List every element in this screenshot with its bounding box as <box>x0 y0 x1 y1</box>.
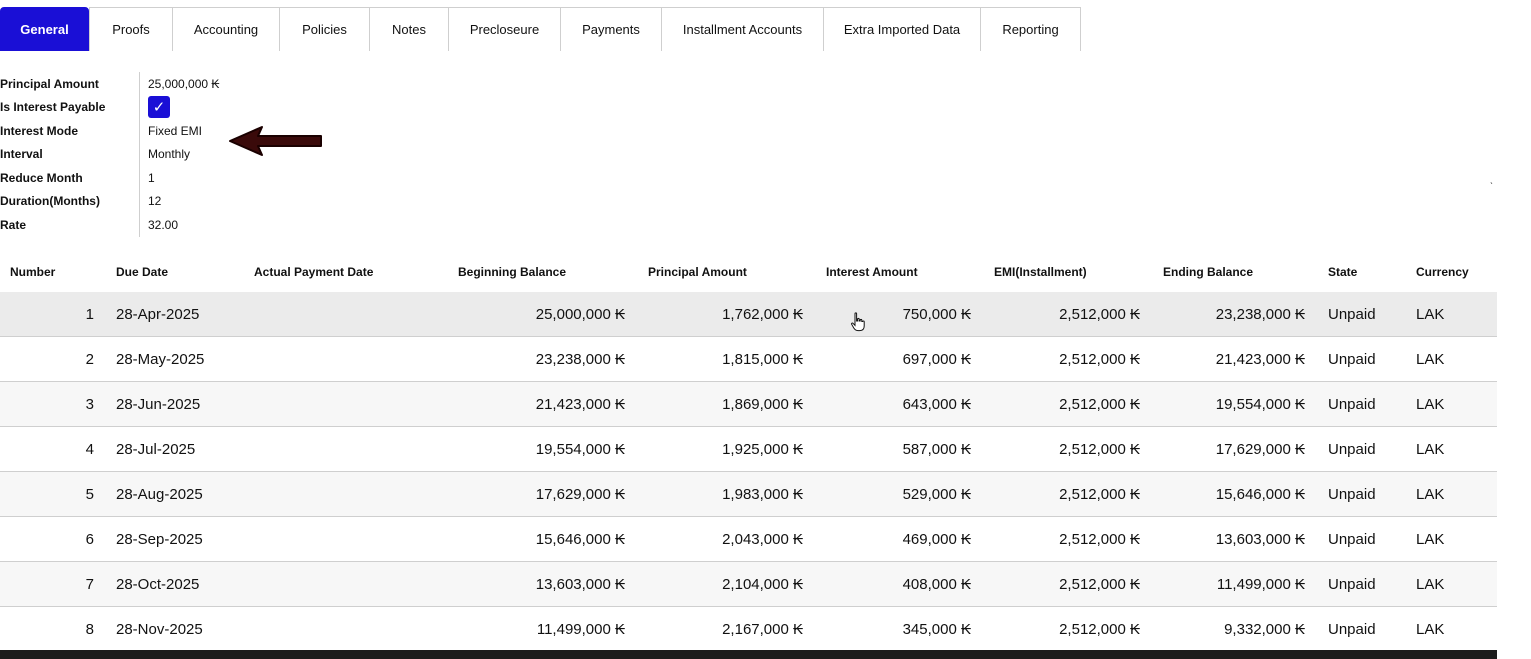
cell-ending-balance: 23,238,000 ₭ <box>1215 305 1305 323</box>
is-interest-payable-field <box>0 96 400 120</box>
tab-extra-imported-data[interactable]: Extra Imported Data <box>823 7 981 51</box>
table-row[interactable] <box>0 427 1497 472</box>
tab-payments[interactable]: Payments <box>560 7 662 51</box>
cell-number: 2 <box>85 350 94 368</box>
cell-ending-balance: 15,646,000 ₭ <box>1215 485 1305 503</box>
cell-emi: 2,512,000 ₭ <box>1059 575 1140 593</box>
interest-mode-label: Interest Mode <box>0 119 140 143</box>
reduce-month-field <box>0 166 400 190</box>
cell-principal-amount: 1,925,000 ₭ <box>722 440 803 458</box>
header-number[interactable]: Number <box>10 265 56 279</box>
cell-state: Unpaid <box>1328 395 1376 413</box>
principal-amount-label: Principal Amount <box>0 72 140 96</box>
cell-principal-amount: 1,762,000 ₭ <box>722 305 803 323</box>
edge-mark: ˎ <box>1490 174 1494 185</box>
cell-state: Unpaid <box>1328 575 1376 593</box>
is-interest-payable-checkbox[interactable] <box>148 96 170 118</box>
duration-label: Duration(Months) <box>0 190 140 214</box>
cell-due-date: 28-Aug-2025 <box>116 485 203 503</box>
cell-currency: LAK <box>1416 350 1445 368</box>
cell-ending-balance: 13,603,000 ₭ <box>1215 530 1305 548</box>
loan-info-section <box>0 72 400 237</box>
cell-beginning-balance: 11,499,000 ₭ <box>536 620 625 638</box>
cell-ending-balance: 21,423,000 ₭ <box>1215 350 1305 368</box>
cell-actual-payment-date <box>250 562 454 606</box>
cell-beginning-balance: 19,554,000 ₭ <box>535 440 625 458</box>
interval-field <box>0 143 400 167</box>
cell-principal-amount: 1,815,000 ₭ <box>722 350 803 368</box>
header-emi[interactable]: EMI(Installment) <box>994 265 1087 279</box>
cell-number: 6 <box>85 530 94 548</box>
table-row[interactable] <box>0 562 1497 607</box>
cell-currency: LAK <box>1416 575 1445 593</box>
cell-beginning-balance: 25,000,000 ₭ <box>535 305 625 323</box>
cell-emi: 2,512,000 ₭ <box>1059 305 1140 323</box>
cell-state: Unpaid <box>1328 530 1376 548</box>
cell-interest-amount: 529,000 ₭ <box>902 485 971 503</box>
principal-amount-field <box>0 72 400 96</box>
check-icon: ✓ <box>152 98 166 116</box>
cell-principal-amount: 2,104,000 ₭ <box>722 575 803 593</box>
cell-interest-amount: 408,000 ₭ <box>902 575 971 593</box>
duration-value: 12 <box>148 194 162 209</box>
table-row[interactable] <box>0 607 1497 652</box>
cell-due-date: 28-Apr-2025 <box>116 305 200 323</box>
cell-beginning-balance: 15,646,000 ₭ <box>535 530 625 548</box>
cell-actual-payment-date <box>250 337 454 381</box>
tab-accounting[interactable]: Accounting <box>172 7 280 51</box>
installment-table <box>0 252 1497 652</box>
reduce-month-label: Reduce Month <box>0 166 140 190</box>
cell-number: 3 <box>85 395 94 413</box>
cell-beginning-balance: 23,238,000 ₭ <box>535 350 625 368</box>
table-header <box>0 252 1497 292</box>
cell-number: 5 <box>85 485 94 503</box>
interest-mode-field <box>0 119 400 143</box>
cell-interest-amount: 697,000 ₭ <box>902 350 971 368</box>
reduce-month-value: 1 <box>148 170 155 185</box>
header-actual-payment-date[interactable]: Actual Payment Date <box>254 265 374 279</box>
cell-ending-balance: 9,332,000 ₭ <box>1224 620 1305 638</box>
cell-currency: LAK <box>1416 530 1445 548</box>
cell-number: 4 <box>85 440 94 458</box>
cell-state: Unpaid <box>1328 620 1376 638</box>
cell-actual-payment-date <box>250 472 454 516</box>
cell-state: Unpaid <box>1328 350 1376 368</box>
tab-precloseure[interactable]: Precloseure <box>448 7 561 51</box>
cell-actual-payment-date <box>250 292 454 336</box>
cell-actual-payment-date <box>250 382 454 426</box>
table-row[interactable] <box>0 472 1497 517</box>
cell-currency: LAK <box>1416 305 1445 323</box>
tab-installment-accounts[interactable]: Installment Accounts <box>661 7 824 51</box>
cell-number: 1 <box>85 305 94 323</box>
cell-state: Unpaid <box>1328 305 1376 323</box>
tab-policies[interactable]: Policies <box>279 7 370 51</box>
tab-notes[interactable]: Notes <box>369 7 449 51</box>
is-interest-payable-value <box>140 96 170 118</box>
cell-interest-amount: 469,000 ₭ <box>902 530 971 548</box>
header-ending-balance[interactable]: Ending Balance <box>1163 265 1254 279</box>
cell-emi: 2,512,000 ₭ <box>1059 620 1140 638</box>
cell-currency: LAK <box>1416 395 1445 413</box>
cell-beginning-balance: 13,603,000 ₭ <box>535 575 625 593</box>
interest-mode-value: Fixed EMI <box>148 123 203 138</box>
cell-due-date: 28-Nov-2025 <box>116 620 203 638</box>
table-row[interactable] <box>0 337 1497 382</box>
cell-ending-balance: 19,554,000 ₭ <box>1215 395 1305 413</box>
cell-state: Unpaid <box>1328 440 1376 458</box>
rate-value: 32.00 <box>148 217 179 232</box>
cell-emi: 2,512,000 ₭ <box>1059 395 1140 413</box>
cell-due-date: 28-Jun-2025 <box>116 395 201 413</box>
cell-interest-amount: 643,000 ₭ <box>902 395 971 413</box>
table-row[interactable] <box>0 292 1497 337</box>
tab-bar <box>0 7 1080 51</box>
cell-due-date: 28-Jul-2025 <box>116 440 196 458</box>
cell-interest-amount: 345,000 ₭ <box>902 620 971 638</box>
cell-currency: LAK <box>1416 485 1445 503</box>
annotation-arrow-icon <box>228 124 324 158</box>
cell-principal-amount: 2,043,000 ₭ <box>722 530 803 548</box>
header-interest-amount[interactable]: Interest Amount <box>826 265 918 279</box>
cell-interest-amount: 750,000 ₭ <box>902 305 971 323</box>
cell-number: 7 <box>85 575 94 593</box>
cell-beginning-balance: 17,629,000 ₭ <box>535 485 625 503</box>
cell-number: 8 <box>85 620 94 638</box>
cell-ending-balance: 17,629,000 ₭ <box>1215 440 1305 458</box>
cell-emi: 2,512,000 ₭ <box>1059 485 1140 503</box>
cell-principal-amount: 2,167,000 ₭ <box>722 620 803 638</box>
header-principal-amount[interactable]: Principal Amount <box>648 265 747 279</box>
is-interest-payable-label: Is Interest Payable <box>0 96 140 120</box>
cell-emi: 2,512,000 ₭ <box>1059 440 1140 458</box>
cell-due-date: 28-May-2025 <box>116 350 205 368</box>
cell-ending-balance: 11,499,000 ₭ <box>1216 575 1305 593</box>
cell-actual-payment-date <box>250 427 454 471</box>
tab-proofs[interactable]: Proofs <box>89 7 173 51</box>
cell-emi: 2,512,000 ₭ <box>1059 350 1140 368</box>
cell-currency: LAK <box>1416 620 1445 638</box>
header-beginning-balance[interactable]: Beginning Balance <box>458 265 567 279</box>
rate-field <box>0 213 400 237</box>
interval-label: Interval <box>0 143 140 167</box>
cell-beginning-balance: 21,423,000 ₭ <box>535 395 625 413</box>
cell-state: Unpaid <box>1328 485 1376 503</box>
cell-due-date: 28-Oct-2025 <box>116 575 200 593</box>
cell-principal-amount: 1,983,000 ₭ <box>722 485 803 503</box>
cell-currency: LAK <box>1416 440 1445 458</box>
hand-cursor-icon <box>850 312 866 332</box>
header-state[interactable]: State <box>1328 265 1358 279</box>
rate-label: Rate <box>0 213 140 237</box>
tab-reporting[interactable]: Reporting <box>980 7 1081 51</box>
bottom-bar <box>0 650 1497 659</box>
tab-general[interactable]: General <box>0 7 89 51</box>
interval-value: Monthly <box>148 147 191 162</box>
cell-emi: 2,512,000 ₭ <box>1059 530 1140 548</box>
duration-field <box>0 190 400 214</box>
header-currency[interactable]: Currency <box>1416 265 1469 279</box>
cell-actual-payment-date <box>250 517 454 561</box>
header-due-date[interactable]: Due Date <box>116 265 169 279</box>
table-row[interactable] <box>0 517 1497 562</box>
cell-principal-amount: 1,869,000 ₭ <box>722 395 803 413</box>
cell-due-date: 28-Sep-2025 <box>116 530 203 548</box>
cell-interest-amount: 587,000 ₭ <box>902 440 971 458</box>
principal-amount-value: 25,000,000 ₭ <box>148 76 220 91</box>
table-row[interactable] <box>0 382 1497 427</box>
cell-actual-payment-date <box>250 607 454 651</box>
